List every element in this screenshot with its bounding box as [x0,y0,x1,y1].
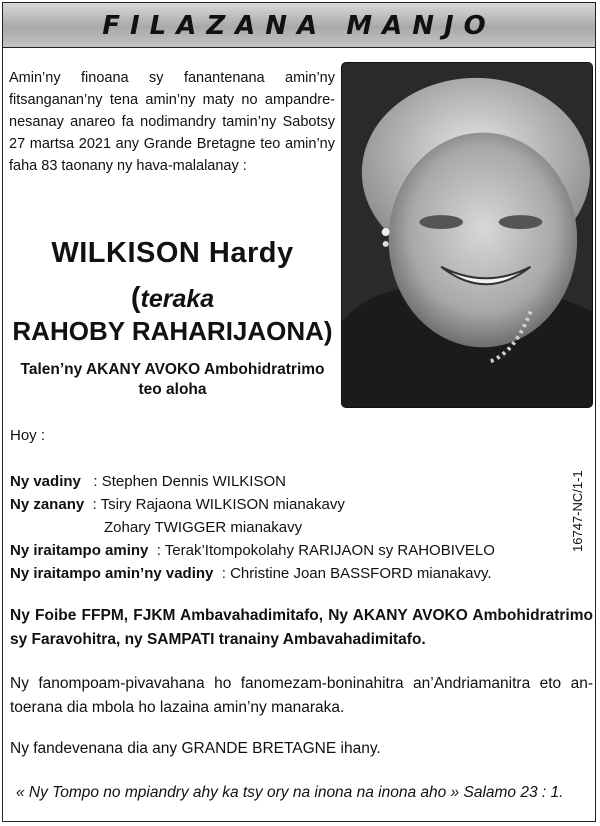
portrait-photo [341,62,593,408]
list-item [10,493,570,516]
burial-paragraph: Ny fandevenana dia any GRANDE BRETAGNE ihany. [10,740,381,757]
service-paragraph: Ny fanompoam-pivavahana ho fanomezam-boninahitra an’Andriamanitra eto an-toerana dia mbola ho lazaina amin’ny manaraka. [10,675,593,716]
kin-label: Ny iraitampo amin’ny vadiny [10,565,214,582]
reference-code: 16747-NC/1-1 [570,470,585,552]
deceased-role: Talen’ny AKANY AVOKO Ambohidratrimo teo aloha [20,361,325,398]
open-paren: ( [130,282,141,314]
intro-paragraph: Amin’ny finoana sy fanantenana amin’ny fitsanganan’ny tena amin’ny maty no ampandre-nesanay anareo fa nodimandry tamin’ny Sabotsy 27 martsa 2021 any Grande Bretagne teo amin’ny faha 83 taonany ny hava-malalanay : [9,70,335,174]
kin-value: : Tsiry Rajaona WILKISON mianakavy [92,496,345,513]
kin-label: Ny zanany [10,496,85,513]
kin-value: : Stephen Dennis WILKISON [93,473,286,490]
list-item [10,562,570,585]
maiden-name-label [10,282,335,315]
kin-label: Ny iraitampo aminy [10,542,149,559]
hoy-label: Hoy : [10,427,46,444]
portrait-image [342,63,592,407]
list-item [10,516,570,539]
deceased-name: WILKISON Hardy [51,237,294,269]
family-list [10,470,570,585]
kin-value: Zohary TWIGGER mianakavy [104,519,303,536]
header-bar [3,3,595,48]
church-paragraph: Ny Foibe FFPM, FJKM Ambavahadimitafo, Ny AKANY AVOKO Ambohidratrimo sy Faravohitra, ny SAMPATI tranainy Ambavahadimitafo. [10,607,593,648]
kin-label: Ny vadiny [10,473,81,490]
list-item [10,539,570,562]
maiden-name: RAHOBY RAHARIJAONA) [12,316,333,346]
page-title: FILAZANA MANJO [102,11,496,41]
kin-value: : Terak’Itompokolahy RARIJAON sy RAHOBIVELO [156,542,495,559]
maiden-label: teraka [140,285,215,313]
kin-value: : Christine Joan BASSFORD mianakavy. [221,565,492,582]
list-item [10,470,570,493]
psalm-quote: « Ny Tompo no mpiandry ahy ka tsy ory na inona na inona aho » Salamo 23 : 1. [16,784,564,801]
